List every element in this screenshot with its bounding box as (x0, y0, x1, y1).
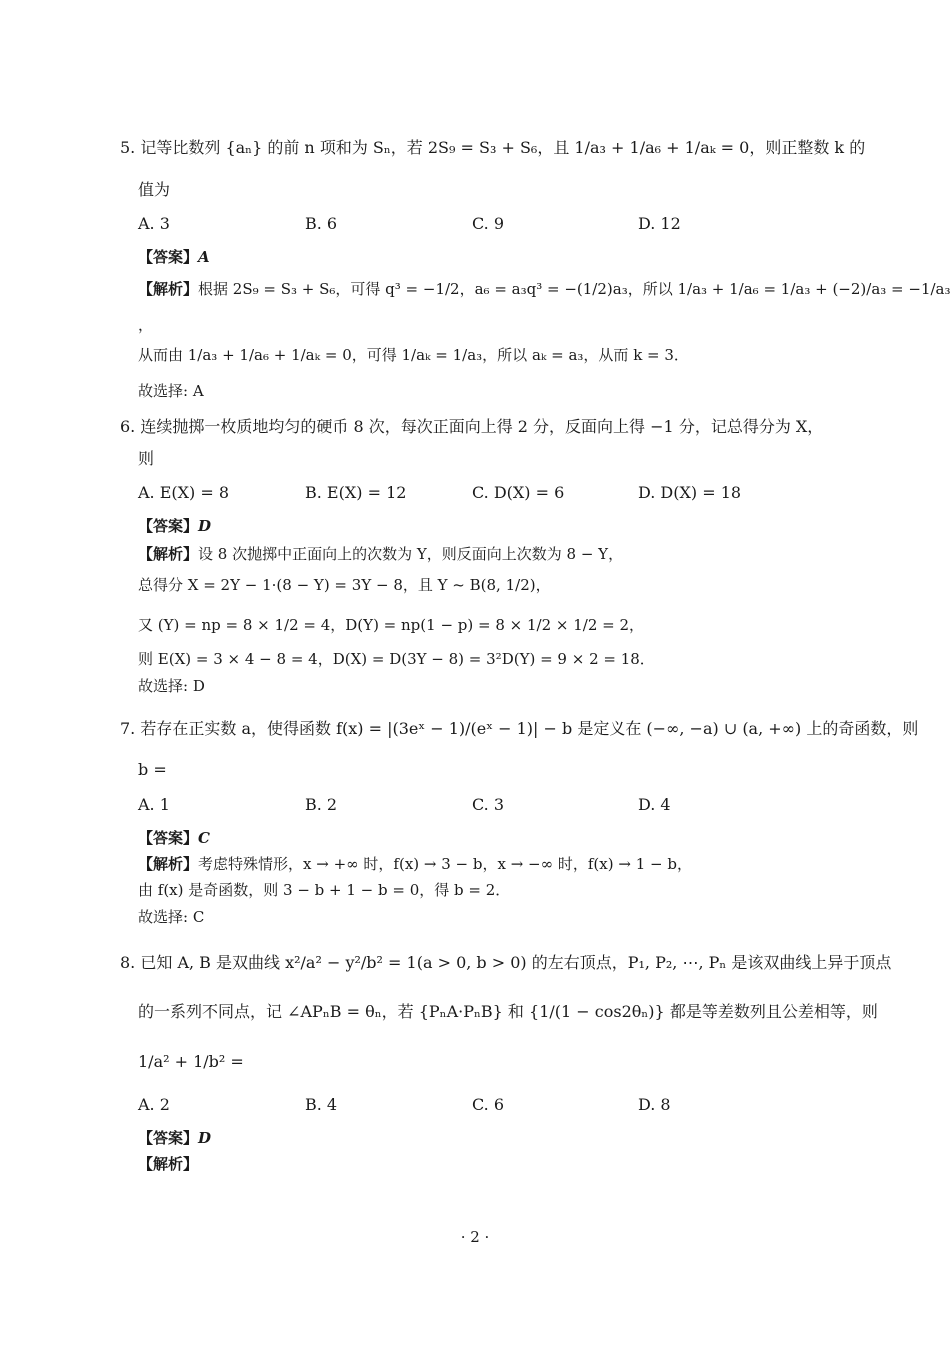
q5-stem-line1: 5. 记等比数列 {aₙ} 的前 n 项和为 Sₙ，若 2S₉ = S₃ + S₆，且 1/a₃ + 1/a₆ + 1/aₖ = 0，则正整数 k 的 (120, 138, 866, 157)
q6-solution-line3: 又 (Y) = np = 8 × 1/2 = 4，D(Y) = np(1 − p) = 8 × 1/2 × 1/2 = 2， (138, 616, 645, 634)
q7-stem-line2: b = (138, 760, 167, 779)
q7-stem-line1: 7. 若存在正实数 a，使得函数 f(x) = |(3eˣ − 1)/(eˣ − 1)| − b 是定义在 (−∞, −a) ∪ (a, +∞) 上的奇函数，则 (120, 719, 919, 738)
page-number: · 2 · (460, 1228, 490, 1246)
q8-analysis (138, 1153, 198, 1174)
q7-solution-line3: 故选择: C (138, 908, 205, 926)
analysis-tag: 【解析】 (138, 545, 199, 563)
q7-option-d: D. 4 (638, 795, 671, 814)
q5-option-d: D. 12 (638, 214, 681, 233)
q6-option-c: C. D(X) = 6 (472, 483, 565, 502)
answer-value: C (198, 829, 210, 847)
analysis-tag: 【解析】 (138, 280, 199, 298)
q6-stem-line2: 则 (138, 449, 155, 468)
q5-option-a: A. 3 (138, 214, 170, 233)
q5-stem-line2: 值为 (138, 180, 171, 199)
q8-stem-line1: 8. 已知 A, B 是双曲线 x²/a² − y²/b² = 1(a > 0, b > 0) 的左右顶点，P₁, P₂, ⋯, Pₙ 是该双曲线上异于顶点 (120, 953, 892, 972)
q5-answer (138, 246, 210, 267)
analysis-tag: 【解析】 (138, 1155, 199, 1173)
q8-option-d: D. 8 (638, 1095, 671, 1114)
q8-option-a: A. 2 (138, 1095, 170, 1114)
q7-solution-line2: 由 f(x) 是奇函数，则 3 − b + 1 − b = 0，得 b = 2． (138, 881, 511, 899)
analysis-tag: 【解析】 (138, 855, 199, 873)
q5-solution-line3: 故选择: A (138, 382, 204, 400)
q6-solution-line5: 故选择: D (138, 677, 205, 695)
solution-text: 根据 2S₉ = S₃ + S₆，可得 q³ = −1/2，a₆ = a₃q³ = −(1/2)a₃，所以 1/a₃ + 1/a₆ = 1/a₃ + (−2)/a₃ = −1/a₃ (198, 280, 950, 298)
q5-options (138, 214, 838, 236)
q6-option-b: B. E(X) = 12 (305, 483, 407, 502)
answer-value: A (198, 248, 210, 266)
q6-options (138, 483, 838, 505)
q6-solution-line2: 总得分 X = 2Y − 1·(8 − Y) = 3Y − 8，且 Y ~ B(8, 1/2)， (138, 576, 551, 594)
q6-solution-line1 (138, 543, 623, 564)
q5-solution-line1b: ， (138, 316, 154, 334)
answer-value: D (198, 1129, 212, 1147)
q5-solution-line1 (138, 278, 950, 299)
q7-solution-line1 (138, 853, 692, 874)
q8-option-c: C. 6 (472, 1095, 505, 1114)
q7-option-c: C. 3 (472, 795, 505, 814)
q6-option-a: A. E(X) = 8 (138, 483, 230, 502)
q5-option-b: B. 6 (305, 214, 338, 233)
q6-stem-line1: 6. 连续抛掷一枚质地均匀的硬币 8 次，每次正面向上得 2 分，反面向上得 −1 分，记总得分为 X， (120, 417, 824, 436)
answer-tag: 【答案】 (138, 517, 199, 535)
answer-tag: 【答案】 (138, 1129, 199, 1147)
q7-answer (138, 827, 210, 848)
q8-stem-line2: 的一系列不同点，记 ∠APₙB = θₙ，若 {PₙA·PₙB} 和 {1/(1 − cos2θₙ)} 都是等差数列且公差相等，则 (138, 1002, 878, 1021)
q5-solution-line2: 从而由 1/a₃ + 1/a₆ + 1/aₖ = 0，可得 1/aₖ = 1/a₃，所以 aₖ = a₃，从而 k = 3． (138, 346, 689, 364)
q7-option-b: B. 2 (305, 795, 338, 814)
q8-answer (138, 1127, 211, 1148)
solution-text: 设 8 次抛掷中正面向上的次数为 Y，则反面向上次数为 8 − Y， (198, 545, 624, 563)
q6-answer (138, 515, 211, 536)
q8-option-b: B. 4 (305, 1095, 338, 1114)
q8-stem-line3: 1/a² + 1/b² = (138, 1052, 244, 1071)
q7-options (138, 795, 838, 817)
q6-solution-line4: 则 E(X) = 3 × 4 − 8 = 4，D(X) = D(3Y − 8) = 3²D(Y) = 9 × 2 = 18． (138, 650, 655, 668)
q5-option-c: C. 9 (472, 214, 505, 233)
q7-option-a: A. 1 (138, 795, 170, 814)
solution-text: 考虑特殊情形，x → +∞ 时，f(x) → 3 − b，x → −∞ 时，f(x) → 1 − b， (198, 855, 692, 873)
q6-option-d: D. D(X) = 18 (638, 483, 742, 502)
answer-tag: 【答案】 (138, 248, 199, 266)
answer-value: D (198, 517, 212, 535)
q8-options (138, 1095, 838, 1117)
answer-tag: 【答案】 (138, 829, 199, 847)
